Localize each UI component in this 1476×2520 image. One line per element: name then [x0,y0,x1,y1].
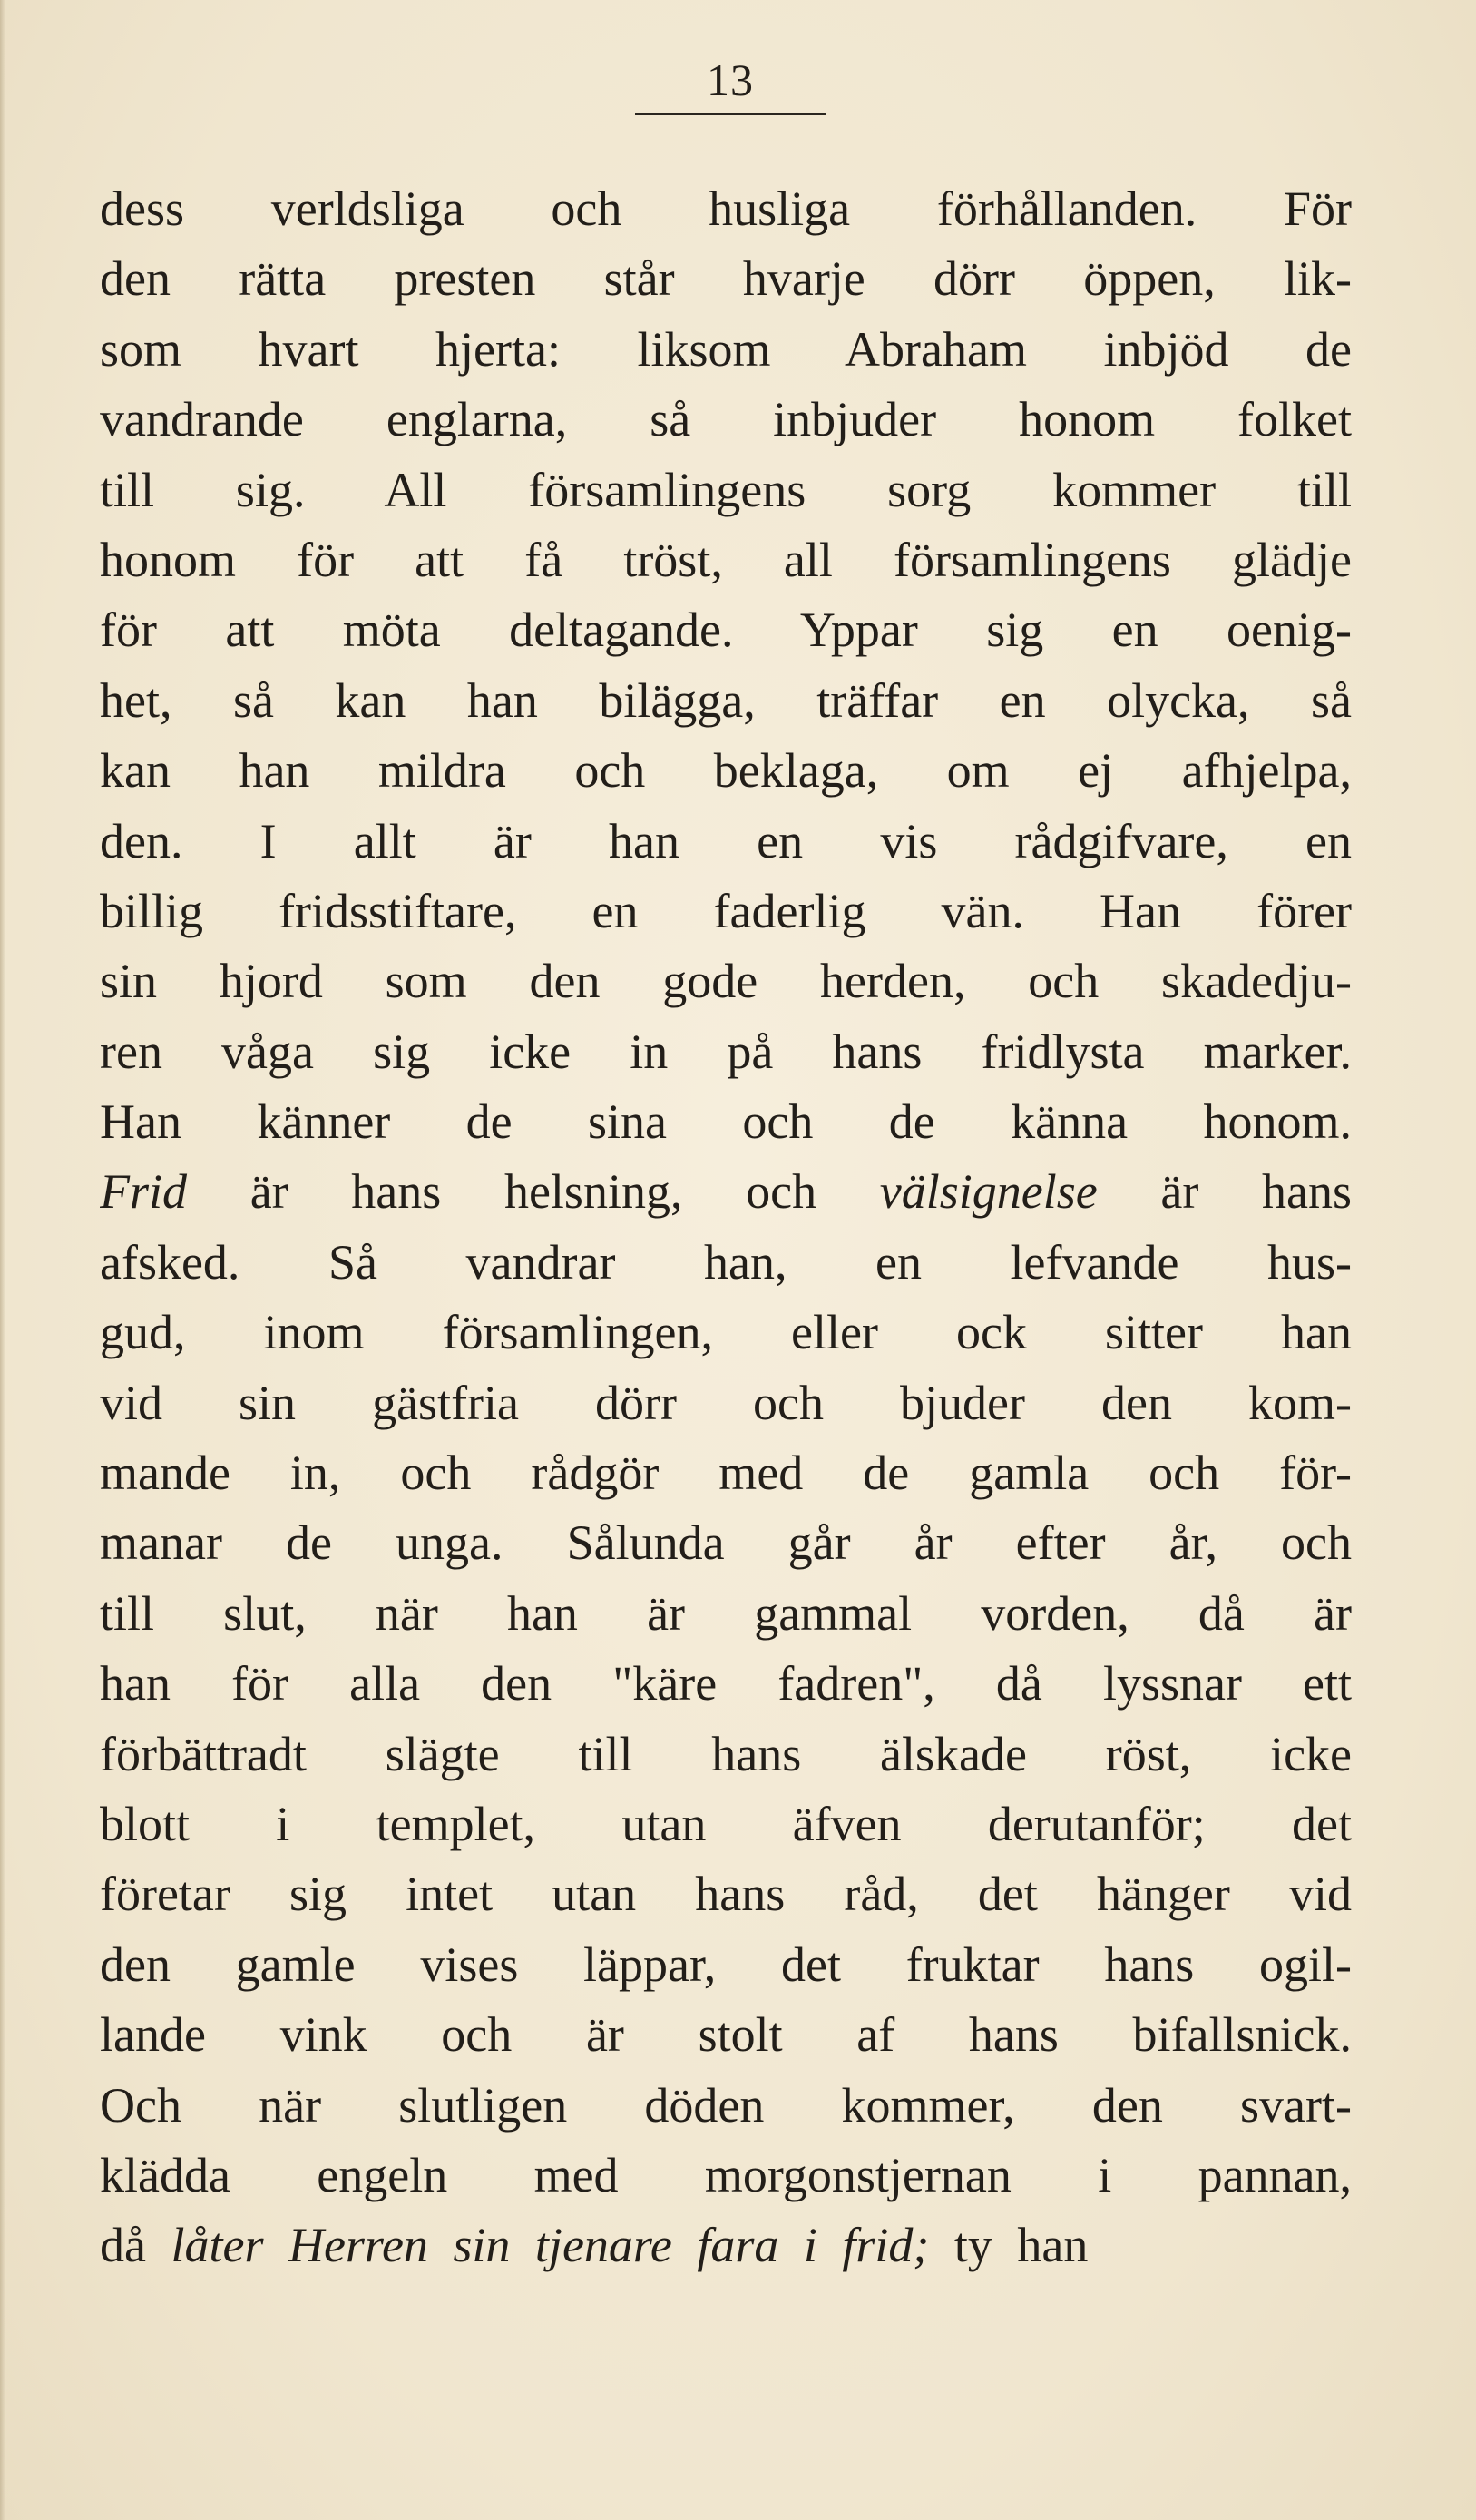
text-segment: är hans helsning, och [187,1164,880,1220]
text-line: den rätta presten står hvarje dörr öppen, lik- [100,251,1352,307]
text-line: sin hjord som den gode herden, och skadedju- [100,954,1352,1009]
text-line: mande in, och rådgör med de gamla och för- [100,1446,1352,1501]
text-line: den gamle vises läppar, det fruktar hans ogil- [100,1937,1352,1992]
page-number-rule [635,113,826,115]
text-line: vandrande englarna, så inbjuder honom folket [100,392,1352,447]
text-line: kan han mildra och beklaga, om ej afhjelpa, [100,743,1352,799]
text-line: gud, inom församlingen, eller ock sitter han [100,1305,1352,1360]
text-line: förbättradt slägte till hans älskade röst, icke [100,1726,1352,1781]
text-line: för att möta deltagande. Yppar sig en oenig- [100,603,1352,658]
italic-phrase: välsignelse [879,1164,1098,1220]
text-line: som hvart hjerta: liksom Abraham inbjöd de [100,321,1352,377]
italic-phrase: låter Herren sin tjenare fara i frid; [171,2218,930,2273]
text-line: dess verldsliga och husliga förhållanden. För [100,181,1352,236]
text-line: han för alla den "käre fadren", då lyssnar ett [100,1656,1352,1711]
text-segment: ty han [929,2218,1089,2273]
text-line: ren våga sig icke in på hans fridlysta marker. [100,1024,1352,1079]
text-line [100,1157,1352,1227]
text-line: billig fridsstiftare, en faderlig vän. Han förer [100,883,1352,938]
text-line: blott i templet, utan äfven derutanför; det [100,1796,1352,1851]
body-text [100,174,1352,2281]
text-line: klädda engeln med morgonstjernan i pannan, [100,2147,1352,2202]
text-line: Han känner de sina och de känna honom. [100,1094,1352,1150]
text-line: Och när slutligen döden kommer, den svart- [100,2077,1352,2133]
text-line: lande vink och är stolt af hans bifallsnick. [100,2007,1352,2063]
page-edge-shadow [0,0,5,2520]
text-line: vid sin gästfria dörr och bjuder den kom- [100,1375,1352,1430]
text-line: afsked. Så vandrar han, en lefvande hus- [100,1234,1352,1289]
text-line: den. I allt är han en vis rådgifvare, en [100,813,1352,868]
text-line: het, så kan han bilägga, träffar en olycka, så [100,672,1352,728]
text-line: till sig. All församlingens sorg kommer till [100,462,1352,517]
page-number: 13 [707,54,754,105]
text-segment: är hans [1097,1164,1352,1220]
text-segment: då [100,2218,171,2273]
text-line: till slut, när han är gammal vorden, då är [100,1585,1352,1641]
text-line: honom för att få tröst, all församlingens glädje [100,532,1352,587]
italic-phrase: Frid [100,1164,188,1220]
text-line: manar de unga. Sålunda går år efter år, och [100,1515,1352,1571]
text-line [100,2211,1352,2280]
text-line: företar sig intet utan hans råd, det hänger vid [100,1867,1352,1922]
